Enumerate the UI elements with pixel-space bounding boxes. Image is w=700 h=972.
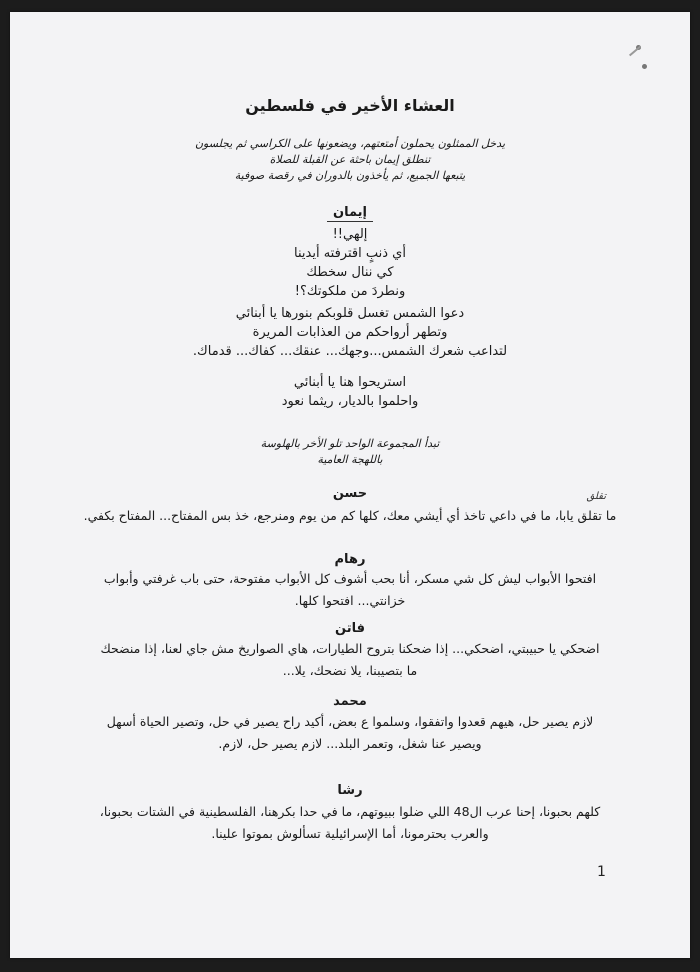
dialogue-text: افتحوا الأبواب ليش كل شي مسكر، أنا بحب أشوف كل الأبواب مفتوحة، حتى باب غرفتي وأبواب xyxy=(103,571,597,586)
verse-line: ونطردَ من ملكوتك؟! xyxy=(294,284,406,299)
handwritten-annotation: تقلق xyxy=(586,491,606,502)
dialogue-line xyxy=(80,711,620,755)
dialogue-line xyxy=(80,638,620,682)
page-number: 1 xyxy=(597,864,606,880)
dialogue-text: اضحكي يا حبيبتي، اضحكي... إذا ضحكنا بتروح الطيارات، هاي الصواريخ مش جاي لعنا، إذا منضحك xyxy=(100,641,600,656)
speaker-name: رشا xyxy=(337,783,363,798)
verse-line: استريحوا هنا يا أبنائي xyxy=(293,375,407,390)
verse-line: وتطهر أرواحكم من العذابات المريرة xyxy=(252,325,448,340)
speaker-name: محمد xyxy=(333,694,367,709)
stage-line: يدخل الممثلون يحملون أمتعتهم، ويضعونها على الكراسي ثم يجلسون xyxy=(194,137,506,150)
stage-line: يتبعها الجميع، ثم يأخذون بالدوران في رقصة صوفية xyxy=(234,169,466,182)
stage-direction-intro xyxy=(80,136,620,184)
verse-block xyxy=(80,304,620,361)
dialogue-line xyxy=(80,801,620,845)
verse-block xyxy=(80,225,620,301)
dialogue-text: ويصير عنا شغل، وتعمر البلد... لازم يصير حل، لازم. xyxy=(218,736,482,751)
dialogue-line xyxy=(80,568,620,612)
verse-line: دعوا الشمس تغسل قلوبكم بنورها يا أبنائي xyxy=(235,306,465,321)
stage-line: باللهجة العامية xyxy=(317,453,383,466)
verse-line: إلهي!! xyxy=(332,227,368,242)
speaker-name: حسن xyxy=(332,486,368,501)
dialogue-text: ما بتصيبنا، يلا نضحك، يلا... xyxy=(282,663,418,678)
speaker-name xyxy=(80,205,620,222)
stage-line: تبدأ المجموعة الواحد تلو الأخر بالهلوسة xyxy=(260,437,440,450)
verse-line: كي ننال سخطك xyxy=(306,265,394,280)
dialogue-text: ما تقلق يابا، ما في داعي تاخذ أي أيشي معك، كلها كم من يوم ومنرجع، خذ بس المفتاح... المفتاح بكفي. xyxy=(83,508,617,523)
dialogue-text: خزانتي... افتحوا كلها. xyxy=(294,593,406,608)
verse-line: أي ذنبٍ اقترفته أيدينا xyxy=(294,246,406,261)
document-body xyxy=(80,12,620,958)
pencil-mark xyxy=(629,46,641,57)
dialogue-text: والعرب بحترمونا، أما الإسرائيلية تسألوش بموتوا علينا. xyxy=(211,826,489,841)
verse-line: واحلموا بالديار، ريثما نعود xyxy=(281,394,419,409)
document-page xyxy=(10,12,690,958)
punch-hole xyxy=(642,64,647,69)
speaker-label: إيمان xyxy=(327,205,373,222)
stage-line: تنطلق إيمان باحثة عن القبلة للصلاة xyxy=(269,153,431,166)
verse-block xyxy=(80,373,620,411)
document-title: العشاء الأخير في فلسطين xyxy=(245,96,455,115)
dialogue-text: كلهم بحبونا، إحنا عرب ال48 اللي ضلوا ببيوتهم، ما في حدا بكرهنا، الفلسطينية في الشتات بحبونا، xyxy=(99,804,601,819)
speaker-name: فاتن xyxy=(335,621,365,636)
dialogue-line xyxy=(80,505,620,527)
dialogue-text: لازم يصير حل، هيهم قعدوا واتفقوا، وسلموا ع بعض، أكيد راح يصير في حل، وتصير الحياة أسهل xyxy=(106,714,594,729)
verse-line: لتداعب شعرك الشمس...وجهك... عنقك... كفاك... قدماك. xyxy=(192,344,508,359)
stage-direction xyxy=(80,436,620,468)
speaker-name: رهام xyxy=(334,552,366,567)
